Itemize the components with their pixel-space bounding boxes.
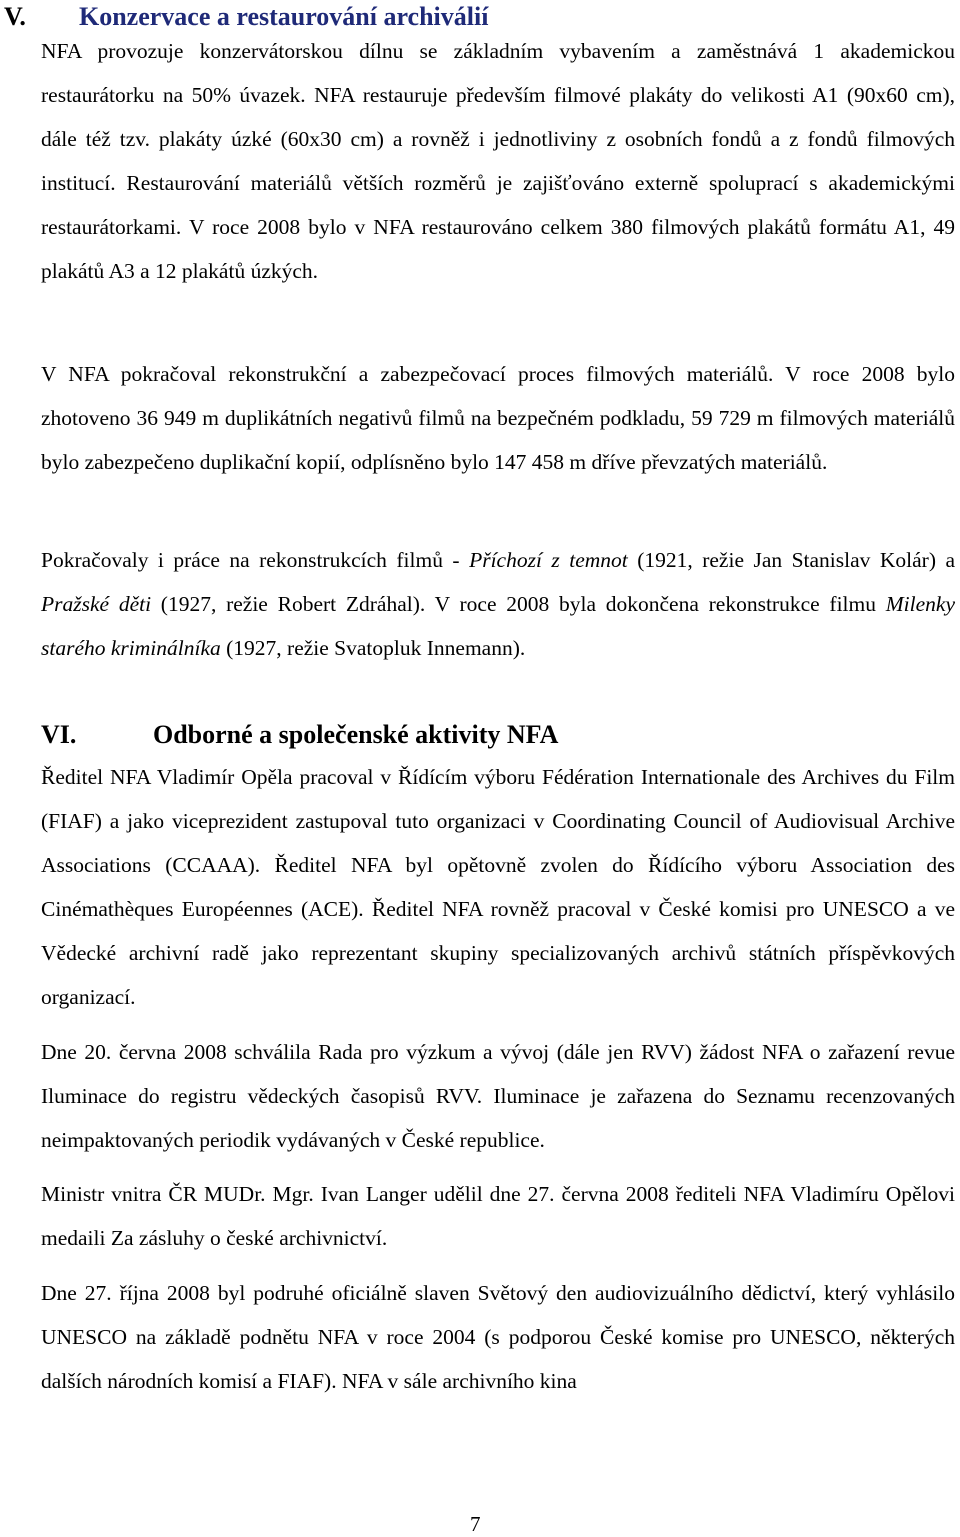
section-number: V.: [4, 2, 26, 31]
page-number: 7: [470, 1512, 481, 1536]
paragraph-medal: Ministr vnitra ČR MUDr. Mgr. Ivan Langer udělil dne 27. června 2008 řediteli NFA Vladimíru Opělovi medaili Za zásluhy o české archivnictví.: [41, 1182, 955, 1250]
paragraph-text: (1927, režie Svatopluk Innemann).: [220, 636, 526, 660]
paragraph-iluminace: Dne 20. června 2008 schválila Rada pro výzkum a vývoj (dále jen RVV) žádost NFA o zařazení revue Iluminace do registru vědeckých časopisů RVV. Iluminace je zařazena do Seznamu recenzovaných neimpaktovaných periodik vydávaných v České republice.: [41, 1040, 955, 1152]
film-title: Pražské děti: [41, 592, 152, 616]
paragraph-heritage-day: Dne 27. října 2008 byl podruhé oficiálně slaven Světový den audiovizuálního dědictví, který vyhlásilo UNESCO na základě podnětu NFA v roce 2004 (s podporou České komise pro UNESCO, některých dalších národních komisí a FIAF). NFA v sále archivního kina: [41, 1281, 955, 1393]
paragraph-director-activities: Ředitel NFA Vladimír Opěla pracoval v Řídícím výboru Fédération Internationale des Archives du Film (FIAF) a jako viceprezident zastupoval tuto organizaci v Coordinating Council of Audiovisual Archive Associations (CCAAA). Ředitel NFA byl opětovně zvolen do Řídícího výboru Association des Cinémathèques Européennes (ACE). Ředitel NFA rovněž pracoval v České komisi pro UNESCO a ve Vědecké archivní radě jako reprezentant skupiny specializovaných archivů státních příspěvkových organizací.: [41, 765, 955, 1009]
paragraph-text: Pokračovaly i práce na rekonstrukcích filmů -: [41, 548, 470, 572]
paragraph-reconstruction: V NFA pokračoval rekonstrukční a zabezpečovací proces filmových materiálů. V roce 2008 bylo zhotoveno 36 949 m duplikátních negativů filmů na bezpečném podkladu, 59 729 m filmových materiálů bylo zabezpečeno duplikační kopií, odplísněno bylo 147 458 m dříve převzatých materiálů.: [41, 362, 955, 474]
section-title: Odborné a společenské aktivity NFA: [153, 720, 559, 749]
paragraph-restoration: [41, 14, 955, 293]
film-title: Příchozí z temnot: [469, 548, 628, 572]
film-title: Milenky starého kriminálníka: [41, 592, 955, 660]
paragraph-text: NFA provozuje konzervátorskou dílnu se základním vybavením a zaměstnává 1 akademickou restaurátorku na 50% úvazek. NFA restauruje především filmové plakáty do velikosti A1 (90x60 cm), dále též tzv. plakáty úzké (60x30 cm) a rovněž i jednotliviny z osobních fondů a z fondů filmových institucí. Restaurování materiálů větších rozměrů je zajišťováno externě spoluprací s akademickými restaurátorkami. V roce 2008 bylo v NFA restaurováno celkem 380 filmových plakátů formátu A1, 49 plakátů A3 a 12 plakátů úzkých.: [41, 39, 955, 283]
section-title: Konzervace a restaurování archiválií: [79, 2, 489, 31]
paragraph-film-reconstruction: [41, 538, 955, 670]
section-number: VI.: [41, 720, 77, 749]
paragraph-text: (1921, režie Jan Stanislav Kolár) a: [627, 548, 955, 572]
paragraph-text: (1927, režie Robert Zdráhal). V roce 2008 byla dokončena rekonstrukce filmu: [151, 592, 886, 616]
